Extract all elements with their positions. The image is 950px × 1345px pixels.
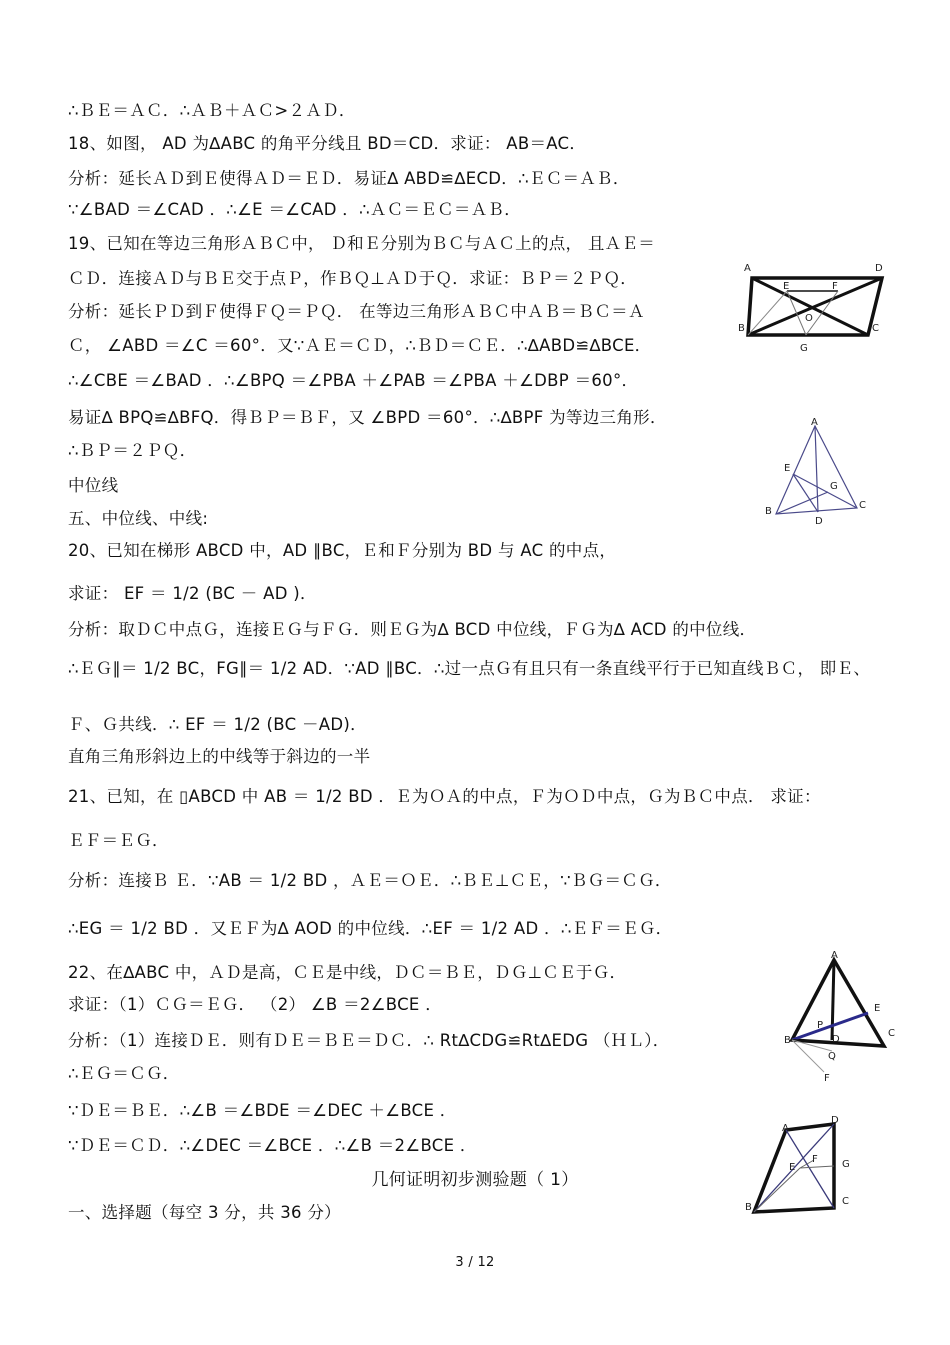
fig19-label-o: O bbox=[805, 313, 813, 324]
fig22-label-d: D bbox=[832, 1034, 840, 1045]
fig21-label-a: A bbox=[782, 1123, 789, 1134]
fig20-label-g: G bbox=[830, 481, 838, 492]
fig21-label-d: D bbox=[831, 1115, 839, 1126]
page-number: 3 / 12 bbox=[455, 1255, 495, 1270]
fig22-label-p: P bbox=[817, 1020, 824, 1031]
text-line: ∴ＢＥ＝ＡＣ．∴ＡＢ＋ＡＣ>２ＡＤ． bbox=[68, 101, 356, 120]
text-line: 18、如图， AD 为∆ABC 的角平分线且 BD＝CD．求证： AB＝AC． bbox=[68, 134, 587, 153]
figure-19-lines bbox=[748, 278, 882, 335]
text-line: ∵ＤＥ＝ＢＥ．∴∠B ＝∠BDE ＝∠DEC ＋∠BCE ． bbox=[68, 1101, 457, 1120]
fig21-label-g: G bbox=[842, 1159, 850, 1170]
text-line: ∴EG ＝ 1/2 BD ．又ＥＦ为∆ AOD 的中位线．∴EF ＝ 1/2 AD ．∴ＥＦ＝ＥＧ． bbox=[68, 919, 673, 938]
text-line: ＣＤ．连接ＡＤ与ＢＥ交于点Ｐ，作ＢＱ⊥ＡＤ于Ｑ．求证：ＢＰ＝２ＰＱ． bbox=[68, 269, 638, 288]
fig19-label-e: E bbox=[783, 281, 790, 292]
fig20-label-a: A bbox=[811, 417, 818, 428]
fig22-label-e: E bbox=[874, 1003, 881, 1014]
fig20-label-e: E bbox=[784, 463, 791, 474]
text-line: 直角三角形斜边上的中线等于斜边的一半 bbox=[68, 747, 371, 766]
fig20-label-d: D bbox=[815, 516, 823, 527]
fig22-label-f: F bbox=[824, 1073, 830, 1084]
text-line: Ｆ、Ｇ共线．∴ EF ＝ 1/2 (BC －AD)． bbox=[68, 715, 367, 734]
section-heading: 一、选择题（每空 3 分，共 36 分） bbox=[68, 1203, 341, 1222]
fig22-label-b: B bbox=[784, 1035, 791, 1046]
text-line: 易证∆ BPQ≌∆BFQ．得ＢＰ＝ＢＦ，又 ∠BPD ＝60°．∴∆BPF 为等边三角形． bbox=[68, 408, 667, 427]
fig19-label-a: A bbox=[744, 263, 751, 274]
figure-19-diagram bbox=[738, 258, 898, 358]
fig22-label-c: C bbox=[888, 1028, 895, 1039]
fig21-label-c: C bbox=[842, 1196, 849, 1207]
text-line: 分析：延长ＰＤ到Ｆ使得ＦＱ＝ＰＱ． 在等边三角形ＡＢＣ中ＡＢ＝ＢＣ＝Ａ bbox=[68, 302, 645, 321]
text-line: 中位线 bbox=[68, 476, 119, 495]
text-line: 分析：连接Ｂ Ｅ．∵AB ＝ 1/2 BD ，ＡＥ＝ＯＥ．∴ＢＥ⊥ＣＥ，∵ＢＧ＝ＣＧ． bbox=[68, 871, 672, 890]
fig19-label-c: C bbox=[872, 323, 879, 334]
text-line: ∵ＤＥ＝ＣＤ．∴∠DEC ＝∠BCE ．∴∠B ＝2∠BCE ． bbox=[68, 1136, 477, 1155]
fig21-label-b: B bbox=[745, 1202, 752, 1213]
text-line: 分析：取ＤＣ中点Ｇ，连接ＥＧ与ＦＧ．则ＥＧ为∆ BCD 中位线，ＦＧ为∆ ACD 的中位线． bbox=[68, 620, 757, 639]
text-line: ＥＦ＝ＥＧ． bbox=[68, 831, 169, 850]
fig20-label-b: B bbox=[765, 506, 772, 517]
fig22-label-q: Q bbox=[828, 1051, 836, 1062]
text-line: ∵∠BAD ＝∠CAD ．∴∠E ＝∠CAD ．∴ＡＣ＝ＥＣ＝ＡＢ． bbox=[68, 200, 522, 219]
fig19-label-b: B bbox=[738, 323, 745, 334]
fig20-label-c: C bbox=[859, 500, 866, 511]
text-line: ∴ＢＰ＝２ＰＱ． bbox=[68, 441, 197, 460]
text-line: ∴ＥＧ∥＝ 1/2 BC，FG∥＝ 1/2 AD．∵AD ∥BC．∴过一点Ｇ有且只有一条直线平行于已知直线ＢＣ， 即Ｅ、 bbox=[68, 659, 871, 678]
figure-22-diagram bbox=[782, 948, 902, 1086]
text-line: 21、已知，在 ▯ABCD 中 AB ＝ 1/2 BD ．Ｅ为ＯＡ的中点，Ｆ为ＯＤ中点，Ｇ为ＢＣ中点． 求证： bbox=[68, 787, 821, 806]
text-line: ∴ＥＧ＝ＣＧ． bbox=[68, 1064, 180, 1083]
text-line: 求证：（1）ＣＧ＝ＥＧ． （2） ∠B ＝2∠BCE ． bbox=[68, 995, 443, 1014]
fig22-label-a: A bbox=[831, 950, 838, 961]
figure-21-diagram bbox=[744, 1112, 864, 1218]
text-line: 分析：延长ＡＤ到Ｅ使得ＡＤ＝ＥＤ．易证∆ ABD≌∆ECD．∴ＥＣ＝ＡＢ． bbox=[68, 169, 630, 188]
fig19-label-g: G bbox=[800, 343, 808, 354]
fig19-label-f: F bbox=[832, 281, 838, 292]
fig21-label-e: E bbox=[789, 1162, 796, 1173]
text-line: 20、已知在梯形 ABCD 中，AD ∥BC，Ｅ和Ｆ分别为 BD 与 AC 的中点， bbox=[68, 541, 617, 560]
fig19-label-d: D bbox=[875, 263, 883, 274]
text-line: 19、已知在等边三角形ＡＢＣ中， Ｄ和Ｅ分别为ＢＣ与ＡＣ上的点， 且ＡＥ＝ bbox=[68, 234, 656, 253]
figure-20-diagram bbox=[760, 416, 870, 528]
text-line: Ｃ， ∠ABD ＝∠C ＝60°．又∵ＡＥ＝ＣＤ，∴ＢＤ＝ＣＥ．∴∆ABD≌∆BCE． bbox=[68, 336, 652, 355]
text-line: ∴∠CBE ＝∠BAD ．∴∠BPQ ＝∠PBA ＋∠PAB ＝∠PBA ＋∠DBP ＝60°． bbox=[68, 371, 639, 390]
fig21-label-f: F bbox=[812, 1154, 818, 1165]
text-line: 求证： EF ＝ 1/2 (BC － AD )． bbox=[68, 584, 317, 603]
text-line: 分析：（1）连接ＤＥ．则有ＤＥ＝ＢＥ＝ＤＣ．∴ Rt∆CDG≌Rt∆EDG （ＨＬ）． bbox=[68, 1031, 670, 1050]
text-line: 22、在∆ABC 中，ＡＤ是高，ＣＥ是中线，ＤＣ＝ＢＥ，ＤＧ⊥ＣＥ于Ｇ． bbox=[68, 963, 627, 982]
section-title: 几何证明初步测验题（ 1） bbox=[371, 1170, 579, 1190]
figure-22-lines bbox=[792, 960, 884, 1072]
text-line: 五、中位线、中线: bbox=[68, 509, 209, 528]
